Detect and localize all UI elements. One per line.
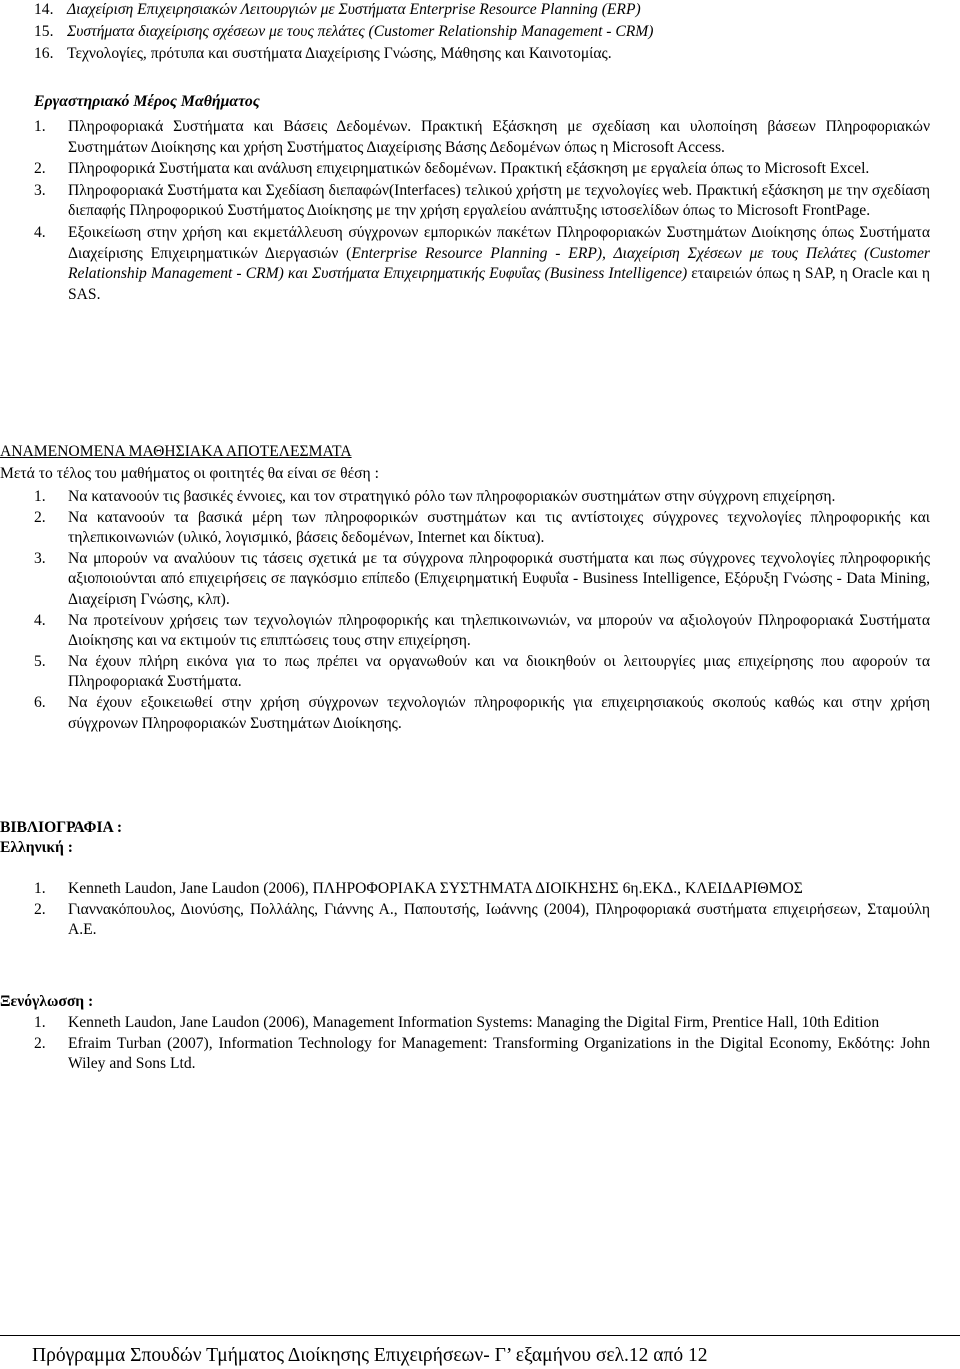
list-item <box>34 652 930 693</box>
greek-bibliography-list <box>34 879 930 941</box>
item-text: Τεχνολογίες, πρότυπα και συστήματα Διαχείρισης Γνώσης, Μάθησης και Καινοτομίας. <box>67 45 612 62</box>
item-number: 2. <box>34 160 46 178</box>
item-number: 1. <box>34 488 46 505</box>
foreign-bibliography-title: Ξενόγλωσση : <box>0 993 94 1010</box>
list-item <box>34 879 930 900</box>
course-topics-list <box>34 0 934 66</box>
lab-list <box>34 117 930 306</box>
item-number: 4. <box>34 223 46 241</box>
item-text-part: Εξοικείωση στην χρήση και εκμετάλλευση σύγχρονων εμπορικών πακέτων Πληροφοριακών Συστημάτων Διοίκησης όπως Συστήματα Διαχείρισης Επιχειρηματικών Διεργασιών ( <box>68 223 930 262</box>
page-footer: Πρόγραμμα Σπουδών Τμήματος Διοίκησης Επιχειρήσεων- Γ’ εξαμήνου σελ.12 από 12 <box>32 1345 708 1366</box>
item-number: 3. <box>34 181 46 199</box>
item-number: 4. <box>34 611 46 629</box>
item-text: Πληροφοριακά Συστήματα και Βάσεις Δεδομένων. Πρακτική Εξάσκηση με σχεδίαση και υλοποίηση βάσεων Πληροφοριακών Συστημάτων Διοίκησης και χρήση Συστήματος Διαχείρισης Βάσης Δεδομένων όπως η Microsoft Access. <box>68 118 930 156</box>
list-item <box>34 159 930 180</box>
item-number: 2. <box>34 1034 46 1052</box>
item-text: Kenneth Laudon, Jane Laudon (2006), Management Information Systems: Managing the Digital Firm, Prentice Hall, 10th Edition <box>68 1014 880 1031</box>
item-text: Kenneth Laudon, Jane Laudon (2006), ΠΛΗΡΟΦΟΡΙΑΚΑ ΣΥΣΤΗΜΑΤΑ ΔΙΟΙΚΗΣΗΣ 6η.ΕΚΔ., ΚΛΕΙΔΑΡΙΘΜΟΣ <box>68 880 803 897</box>
item-text: Συστήματα διαχείρισης σχέσεων με τους πελάτες (Customer Relationship Management - CRM) <box>67 23 654 40</box>
item-number: 14. <box>34 1 54 18</box>
greek-bibliography-title: Ελληνική : <box>0 839 73 856</box>
item-text: Διαχείριση Επιχειρησιακών Λειτουργιών με Συστήματα Enterprise Resource Planning (ERP) <box>67 1 641 18</box>
item-text: Πληροφοριακά Συστήματα και Σχεδίαση διεπαφών(Interfaces) τελικού χρήστη με τεχνολογίες web. Πρακτική εξάσκηση με την σχεδίαση διεπαφής Πληροφορικού Συστήματος Διοίκησης με την χρήση εργαλείου ανάπτυξης ιστοσελίδων όπως το Microsoft FrontPage. <box>68 181 930 220</box>
list-item <box>34 508 930 549</box>
list-item <box>34 1034 930 1075</box>
list-item <box>34 611 930 652</box>
item-text <box>68 223 930 305</box>
list-item <box>34 0 934 22</box>
list-item <box>34 181 930 222</box>
item-number: 1. <box>34 118 46 135</box>
list-item <box>34 487 930 508</box>
list-item <box>34 117 930 158</box>
item-text: Πληροφορικά Συστήματα και ανάλυση επιχειρηματικών δεδομένων. Πρακτική εξάσκηση με εργαλεία όπως το Microsoft Excel. <box>68 160 870 178</box>
list-item <box>34 1013 930 1034</box>
item-text: Να προτείνουν χρήσεις των τεχνολογιών πληροφορικής και τηλεπικοινωνιών, να μπορούν να αξιολογούν Πληροφοριακά Συστήματα Διοίκησης και να εκτιμούν τις επιπτώσεις τους στην επιχείρηση. <box>68 611 930 650</box>
outcomes-list <box>34 487 930 734</box>
list-item <box>34 693 930 734</box>
item-number: 15. <box>34 23 54 40</box>
outcomes-title: ΑΝΑΜΕΝΟΜΕΝΑ ΜΑΘΗΣΙΑΚΑ ΑΠΟΤΕΛΕΣΜΑΤΑ <box>0 443 352 460</box>
item-number: 1. <box>34 880 46 897</box>
list-item <box>34 44 934 66</box>
footer-divider <box>0 1335 960 1336</box>
lab-section-title: Εργαστηριακό Μέρος Μαθήματος <box>34 93 260 110</box>
item-number: 1. <box>34 1014 46 1031</box>
item-text: Να έχουν πλήρη εικόνα για το πως πρέπει να οργανωθούν και να διοικηθούν οι λειτουργίες μιας επιχείρησης που αφορούν τα Πληροφοριακά Συστήματα. <box>68 652 930 691</box>
item-text: Να μπορούν να αναλύουν τις τάσεις σχετικά με τα σύγχρονα πληροφορικά συστήματα και πως σύγχρονες τεχνολογίες πληροφορικής αξιοποιούνται από επιχειρήσεις σε παγκόσμιο επίπεδο (Επιχειρηματική Ευφυΐα - Business Intelligence, Εξόρυξη Γνώσης - Data Mining, Διαχείριση Γνώσης, κλπ). <box>68 549 930 608</box>
list-item <box>34 223 930 305</box>
list-item <box>34 549 930 611</box>
item-text-italic: Enterprise Resource Planning - ERP), Διαχείριση Σχέσεων με τους Πελάτες (Customer Relationship Management - CRM) και Συστήματα Επιχειρηματικής Ευφυΐας (Business Intelligence) <box>68 244 930 283</box>
list-item <box>34 900 930 941</box>
foreign-bibliography-list <box>34 1013 930 1075</box>
item-number: 5. <box>34 652 46 670</box>
item-text: Efraim Turban (2007), Information Technology for Management: Transforming Organizations in the Digital Economy, Εκδότης: John Wiley and Sons Ltd. <box>68 1034 930 1073</box>
item-number: 2. <box>34 900 46 918</box>
item-text-part: εταιρειών όπως η SAP, η Oracle και η SAS. <box>68 265 930 303</box>
item-number: 6. <box>34 693 46 711</box>
item-number: 2. <box>34 508 46 526</box>
item-number: 3. <box>34 549 46 567</box>
item-number: 16. <box>34 45 54 62</box>
item-text: Γιαννακόπουλος, Διονύσης, Πολλάλης, Γιάννης Α., Παπουτσής, Ιωάννης (2004), Πληροφοριακά συστήματα επιχειρήσεων, Σταμούλη Α.Ε. <box>68 900 930 939</box>
list-item <box>34 22 934 44</box>
item-text: Να έχουν εξοικειωθεί στην χρήση σύγχρονων τεχνολογιών πληροφορικής για επιχειρησιακούς σκοπούς καθώς και στην χρήση σύγχρονων Πληροφοριακών Συστημάτων Διοίκησης. <box>68 693 930 732</box>
item-text: Να κατανοούν τα βασικά μέρη των πληροφορικών συστημάτων και τις αντίστοιχες σύγχρονες τεχνολογίες πληροφορικής και τηλεπικοινωνιών (υλικό, λογισμικό, βάσεις δεδομένων, Internet και δίκτυα). <box>68 508 930 547</box>
bibliography-title: ΒΙΒΛΙΟΓΡΑΦΙΑ : <box>0 819 123 836</box>
item-text: Να κατανοούν τις βασικές έννοιες, και τον στρατηγικό ρόλο των πληροφοριακών συστημάτων στην σύγχρονη επιχείρηση. <box>68 488 836 505</box>
outcomes-intro: Μετά το τέλος του μαθήματος οι φοιτητές θα είναι σε θέση : <box>0 465 379 482</box>
